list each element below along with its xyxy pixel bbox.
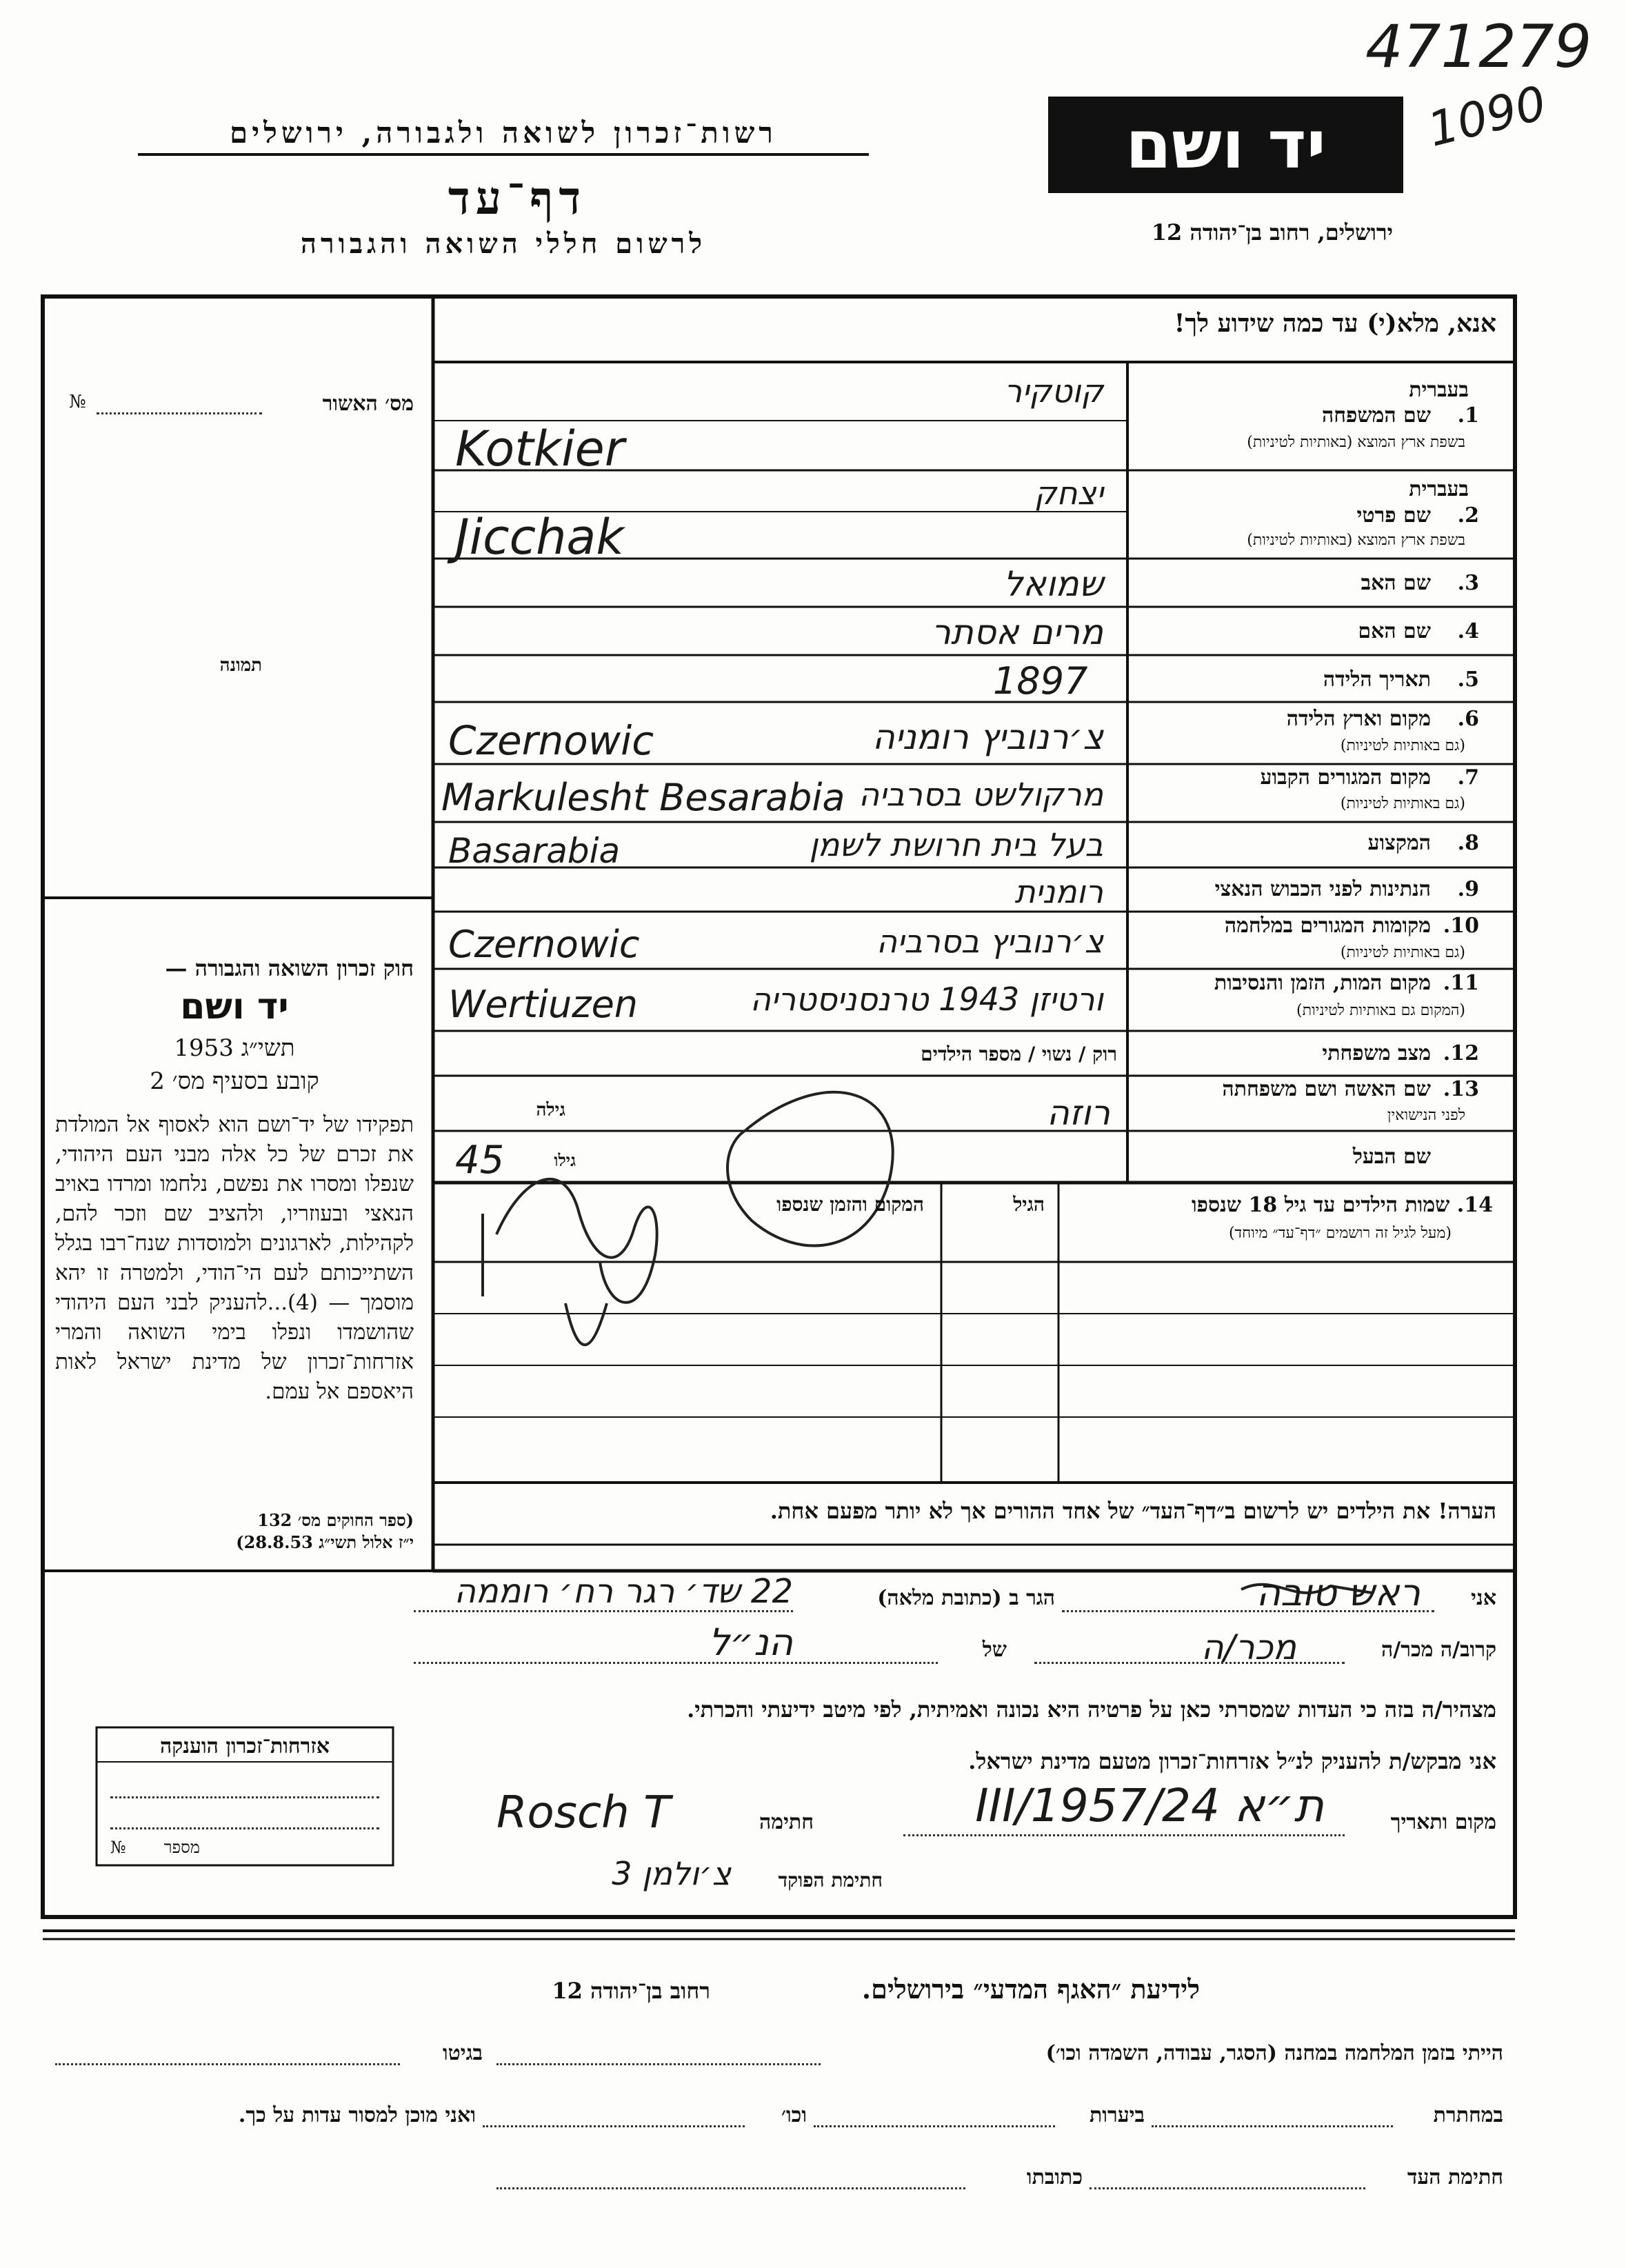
field-12-options: רוק / נשוי / מספר הילדים — [921, 1043, 1117, 1065]
field-3-label: שם האב — [1361, 571, 1431, 595]
field-9-label: הנתינות לפני הכבוש הנאצי — [1214, 877, 1431, 901]
field-6-hand: צ׳רנוביץ רומניה — [872, 717, 1103, 757]
field-6-label: מקום וארץ הלידה — [1286, 707, 1431, 731]
declaration-text: מצהיר/ה בזה כי העדות שמסרתי כאן על פרטיה היא נכונה ואמיתית, לפי מיטב ידיעתי והכרתי. — [687, 1696, 1496, 1723]
form-subtitle: לרשום חללי השואה והגבורה — [300, 228, 707, 260]
field-1-hand-hebrew: קוטקיר — [1004, 372, 1103, 410]
field-3-num: 3. — [1457, 571, 1479, 595]
field-11-num: 11. — [1443, 971, 1479, 995]
signature-value: Rosch T — [496, 1787, 671, 1838]
request-text: אני מבקש/ת להעניק לנ״ל אזרחות־זכרון מטעם מדינת ישראל. — [968, 1748, 1496, 1774]
field-2-hand-hebrew: יצחק — [1034, 474, 1103, 512]
field-11-label: מקום המות, הזמן והנסיבות — [1214, 971, 1431, 995]
law-date: י״ז אלול תשי״ג 28.8.53) — [236, 1532, 414, 1552]
approval-label: מס׳ האשור — [322, 392, 414, 416]
archive-subnumber: 1090 — [1423, 76, 1552, 158]
field-2-num: 2. — [1457, 503, 1479, 528]
field-10-sub: (גם באותיות לטיניות) — [1340, 944, 1465, 961]
archive-number: 471279 — [1365, 12, 1592, 81]
field-13-hand: רוזה — [1047, 1093, 1110, 1133]
field-7-hand: מרקולשט בסרביה — [859, 776, 1103, 813]
field-9-hand: רומנית — [1014, 873, 1103, 910]
field-3-hand: שמואל — [1003, 564, 1103, 604]
children-title: 14. שמות הילדים עד גיל 18 שנספו — [1191, 1193, 1493, 1217]
field-7-label: מקום המגורים הקבוע — [1260, 765, 1431, 790]
relative-label: קרוב/ה מכר/ה — [1381, 1638, 1496, 1662]
resides-label: הגר ב (כתובת מלאה) — [877, 1586, 1055, 1610]
official-signature-label: חתימת הפוקד — [778, 1869, 883, 1891]
header-address: ירושלים, רחוב בן־יהודה 12 — [1151, 219, 1393, 245]
instruction: אנא, מלא(י) עד כמה שידוע לך! — [1174, 309, 1496, 338]
place-date-value: ת״א 24/III/1957 — [975, 1779, 1324, 1832]
field-1-num: 1. — [1457, 403, 1479, 428]
field-11-sub: (המקום גם באותיות לטיניות) — [1296, 1002, 1465, 1019]
children-subtitle: (מעל לגיל זה רושמים ״דף־עד״ מיוחד) — [1228, 1225, 1452, 1242]
field-10-label: מקומות המגורים במלחמה — [1224, 914, 1431, 938]
field-13-sub: לפני הנישואין — [1387, 1107, 1465, 1124]
law-name: יד ושם — [180, 986, 289, 1027]
law-source: (ספר החוקים מס׳ 132 — [257, 1510, 414, 1530]
field-10-num: 10. — [1443, 914, 1479, 938]
photo-label: תמונה — [219, 655, 262, 676]
field-2-sub: בשפת ארץ המוצא (באותיות לטיניות) — [1247, 532, 1465, 549]
institution-name: רשות־זכרון לשואה ולגבורה, ירושלים — [230, 116, 777, 150]
of-value: הנ״ל — [708, 1620, 793, 1664]
field-10-hand: צ׳רנוביץ בסרביה — [876, 923, 1103, 960]
field-1-hebrew-tag: בעברית — [1409, 378, 1469, 402]
field-4-num: 4. — [1457, 619, 1479, 643]
footer-heading-address: רחוב בן־יהודה 12 — [552, 1978, 710, 2004]
place-date-label: מקום ותאריך — [1390, 1810, 1496, 1834]
husband-age-hand: 45 — [455, 1138, 505, 1183]
declarant-name: ראש טובה — [1256, 1571, 1421, 1614]
field-10-hand-latin: Czernowic — [448, 923, 640, 966]
declarant-label: אני — [1471, 1586, 1496, 1610]
field-8-num: 8. — [1457, 831, 1479, 855]
field-11-hand: ורטיזן 1943 טרנסניסטריה — [750, 981, 1103, 1018]
field-6-sub: (גם באותיות לטיניות) — [1340, 737, 1465, 754]
footer-heading: לידיעת ״האגף המדעי״ בירושלים. — [861, 1974, 1200, 2005]
field-1-label: שם המשפחה — [1321, 403, 1431, 428]
footer-address-label: כתובתו — [1026, 2165, 1083, 2189]
field-5-hand: 1897 — [993, 659, 1088, 703]
field-5-num: 5. — [1457, 668, 1479, 692]
field-4-label: שם האם — [1358, 619, 1431, 643]
field-12-num: 12. — [1443, 1041, 1479, 1065]
field-12-label: מצב משפחתי — [1322, 1041, 1431, 1065]
field-1-hand-latin: Kotkier — [455, 421, 625, 477]
field-13-num: 13. — [1443, 1077, 1479, 1101]
field-8-label: המקצוע — [1367, 831, 1431, 855]
field-5-label: תאריך הלידה — [1323, 668, 1431, 692]
law-clause: קובע בסעיף מס׳ 2 — [150, 1067, 319, 1095]
citizenship-no-sign: № — [110, 1838, 126, 1857]
approval-no-sign: № — [69, 392, 86, 412]
field-7-num: 7. — [1457, 765, 1479, 790]
law-year: תשי״ג 1953 — [174, 1034, 295, 1062]
citizenship-box-title: אזרחות־זכרון הוענקה — [159, 1734, 330, 1758]
field-13-age-label: גילה — [536, 1100, 565, 1121]
field-1-sub: בשפת ארץ המוצא (באותיות לטיניות) — [1247, 434, 1465, 451]
field-4-hand: מרים אסתר — [931, 612, 1103, 652]
yad-vashem-logo: יד ושם — [1125, 106, 1326, 183]
relative-value: מכר/ה — [1201, 1627, 1296, 1667]
resides-value: 22 שד׳ רגר רח׳ רוממה — [454, 1572, 793, 1611]
footer-forests-label: ביערות — [1089, 2103, 1145, 2127]
footer-underground-label: במחתרת — [1433, 2103, 1503, 2127]
children-col-age: הגיל — [1013, 1193, 1045, 1216]
field-8-hand: בעל בית חרושת לשמן — [809, 826, 1103, 863]
law-text: תפקידו של יד־ושם הוא לאסוף אל המולדת את זכרם של כל אלה מבני העם היהודי, שנפלו ומסרו את נפשם, נלחמו ומרדו באויב הנאצי ובעוזריו, ולהציב שם וזכר להם, לקהילות, לארגונים ולמוסדות שנח־רבו בגלל השתייכותם לעם הי־הודי, ולמטרה זו יהא מוסמך — (4)...להעניק לבני העם היהודי שהושמדו ונפלו בימי השואה והמרי אזרחות־זכרון של מדינת ישראל לאות היאספם אל עמם. — [55, 1112, 414, 1404]
signature-label: חתימה — [759, 1810, 814, 1834]
field-6-hand-latin: Czernowic — [448, 717, 654, 764]
law-title: חוק זכרון השואה והגבורה — — [165, 955, 414, 981]
footer-etc-label: וכו׳ — [781, 2103, 807, 2127]
field-13-label: שם האשה ושם משפחתה — [1222, 1077, 1431, 1101]
footer-ghetto-label: בגיטו — [442, 2041, 483, 2065]
official-signature-value: צ׳ולמן 3 — [612, 1855, 731, 1892]
field-11-hand-latin: Wertiuzen — [448, 983, 639, 1026]
field-7-hand-latin: Markulesht Besarabia — [441, 776, 845, 819]
footer-witness-signature-label: חתימת העד — [1407, 2165, 1503, 2189]
field-6-num: 6. — [1457, 707, 1479, 731]
field-2-hebrew-tag: בעברית — [1409, 477, 1469, 501]
husband-label: שם הבעל — [1352, 1145, 1431, 1169]
form-title: דף־עד — [448, 171, 587, 225]
citizenship-number-label: מספר — [163, 1838, 200, 1857]
of-label: של — [982, 1638, 1007, 1662]
field-2-label: שם פרטי — [1356, 503, 1431, 528]
footer-willing-label: ואני מוכן למסור עדות על כך. — [238, 2103, 476, 2127]
children-note: הערה! את הילדים יש לרשום ב״דף־העד״ של אחד ההורים אך לא יותר מפעם אחת. — [770, 1498, 1496, 1524]
field-2-hand-latin: Jicchak — [455, 509, 624, 565]
field-9-num: 9. — [1457, 877, 1479, 901]
footer-camp-label: הייתי בזמן המלחמה במחנה (הסגר, עבודה, השמדה וכו׳) — [1045, 2041, 1503, 2065]
field-7-sub: (גם באותיות לטיניות) — [1340, 795, 1465, 812]
field-8-hand-latin: Basarabia — [448, 831, 621, 871]
husband-age-label: גילו — [554, 1150, 576, 1170]
children-col-place-time: המקום והזמן שנספו — [776, 1193, 924, 1216]
